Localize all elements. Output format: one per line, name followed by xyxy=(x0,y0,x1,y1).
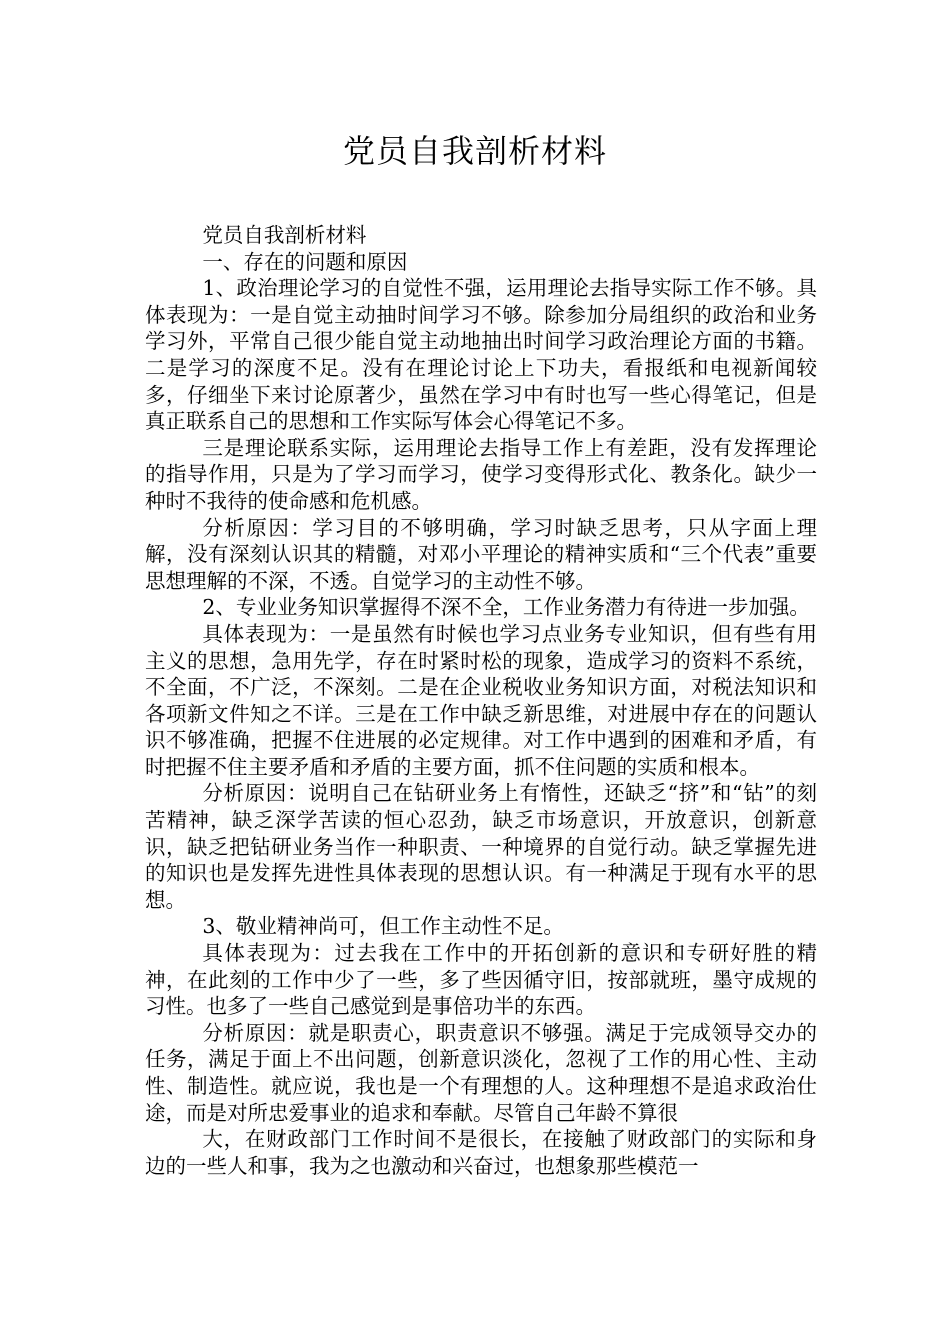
document-body xyxy=(145,222,817,1179)
paragraph: 1、政治理论学习的自觉性不强，运用理论去指导实际工作不够。具体表现为：一是自觉主动抽时间学习不够。除参加分局组织的政治和业务学习外，平常自己很少能自觉主动地抽出时间学习政治理论方面的书籍。二是学习的深度不足。没有在理论讨论上下功夫，看报纸和电视新闻较多，仔细坐下来讨论原著少，虽然在学习中有时也写一些心得笔记，但是真正联系自己的思想和工作实际写体会心得笔记不多。 xyxy=(145,276,817,434)
paragraph: 分析原因：说明自己在钻研业务上有惰性，还缺乏“挤”和“钻”的刻苦精神，缺乏深学苦读的恒心忍劲，缺乏市场意识，开放意识，创新意识，缺乏把钻研业务当作一种职责、一种境界的自觉行动。缺乏掌握先进的知识也是发挥先进性具体表现的思想认识。有一种满足于现有水平的思想。 xyxy=(145,781,817,912)
paragraph: 三是理论联系实际，运用理论去指导工作上有差距，没有发挥理论的指导作用，只是为了学习而学习，使学习变得形式化、教条化。缺少一种时不我待的使命感和危机感。 xyxy=(145,435,817,513)
paragraph: 具体表现为：一是虽然有时候也学习点业务专业知识，但有些有用主义的思想，急用先学，存在时紧时松的现象，造成学习的资料不系统，不全面，不广泛，不深刻。二是在企业税收业务知识方面，对税法知识和各项新文件知之不详。三是在工作中缺乏新思维，对进展中存在的问题认识不够准确，把握不住进展的必定规律。对工作中遇到的困难和矛盾，有时把握不住主要矛盾和矛盾的主要方面，抓不住问题的实质和根本。 xyxy=(145,621,817,779)
paragraph: 大，在财政部门工作时间不是很长，在接触了财政部门的实际和身边的一些人和事，我为之也激动和兴奋过，也想象那些模范一 xyxy=(145,1127,817,1178)
paragraph: 分析原因：就是职责心，职责意识不够强。满足于完成领导交办的任务，满足于面上不出问题，创新意识淡化，忽视了工作的用心性、主动性、制造性。就应说，我也是一个有理想的人。这种理想不是追求政治仕途，而是对所忠爱事业的追求和奉献。尽管自己年龄不算很 xyxy=(145,1020,817,1125)
paragraph: 3、敬业精神尚可，但工作主动性不足。 xyxy=(202,914,564,939)
paragraph-heading: 党员自我剖析材料 xyxy=(202,223,367,247)
document-title: 党员自我剖析材料 xyxy=(342,132,607,170)
paragraph: 分析原因：学习目的不够明确，学习时缺乏思考，只从字面上理解，没有深刻认识其的精髓，对邓小平理论的精神实质和“三个代表”重要思想理解的不深，不透。自觉学习的主动性不够。 xyxy=(145,515,817,593)
paragraph-section-heading: 一、存在的问题和原因 xyxy=(202,249,408,274)
paragraph: 具体表现为：过去我在工作中的开拓创新的意识和专研好胜的精神，在此刻的工作中少了一些，多了些因循守旧，按部就班，墨守成规的习性。也多了一些自己感觉到是事倍功半的东西。 xyxy=(145,941,817,1019)
paragraph: 2、专业业务知识掌握得不深不全，工作业务潜力有待进一步加强。 xyxy=(202,595,810,620)
